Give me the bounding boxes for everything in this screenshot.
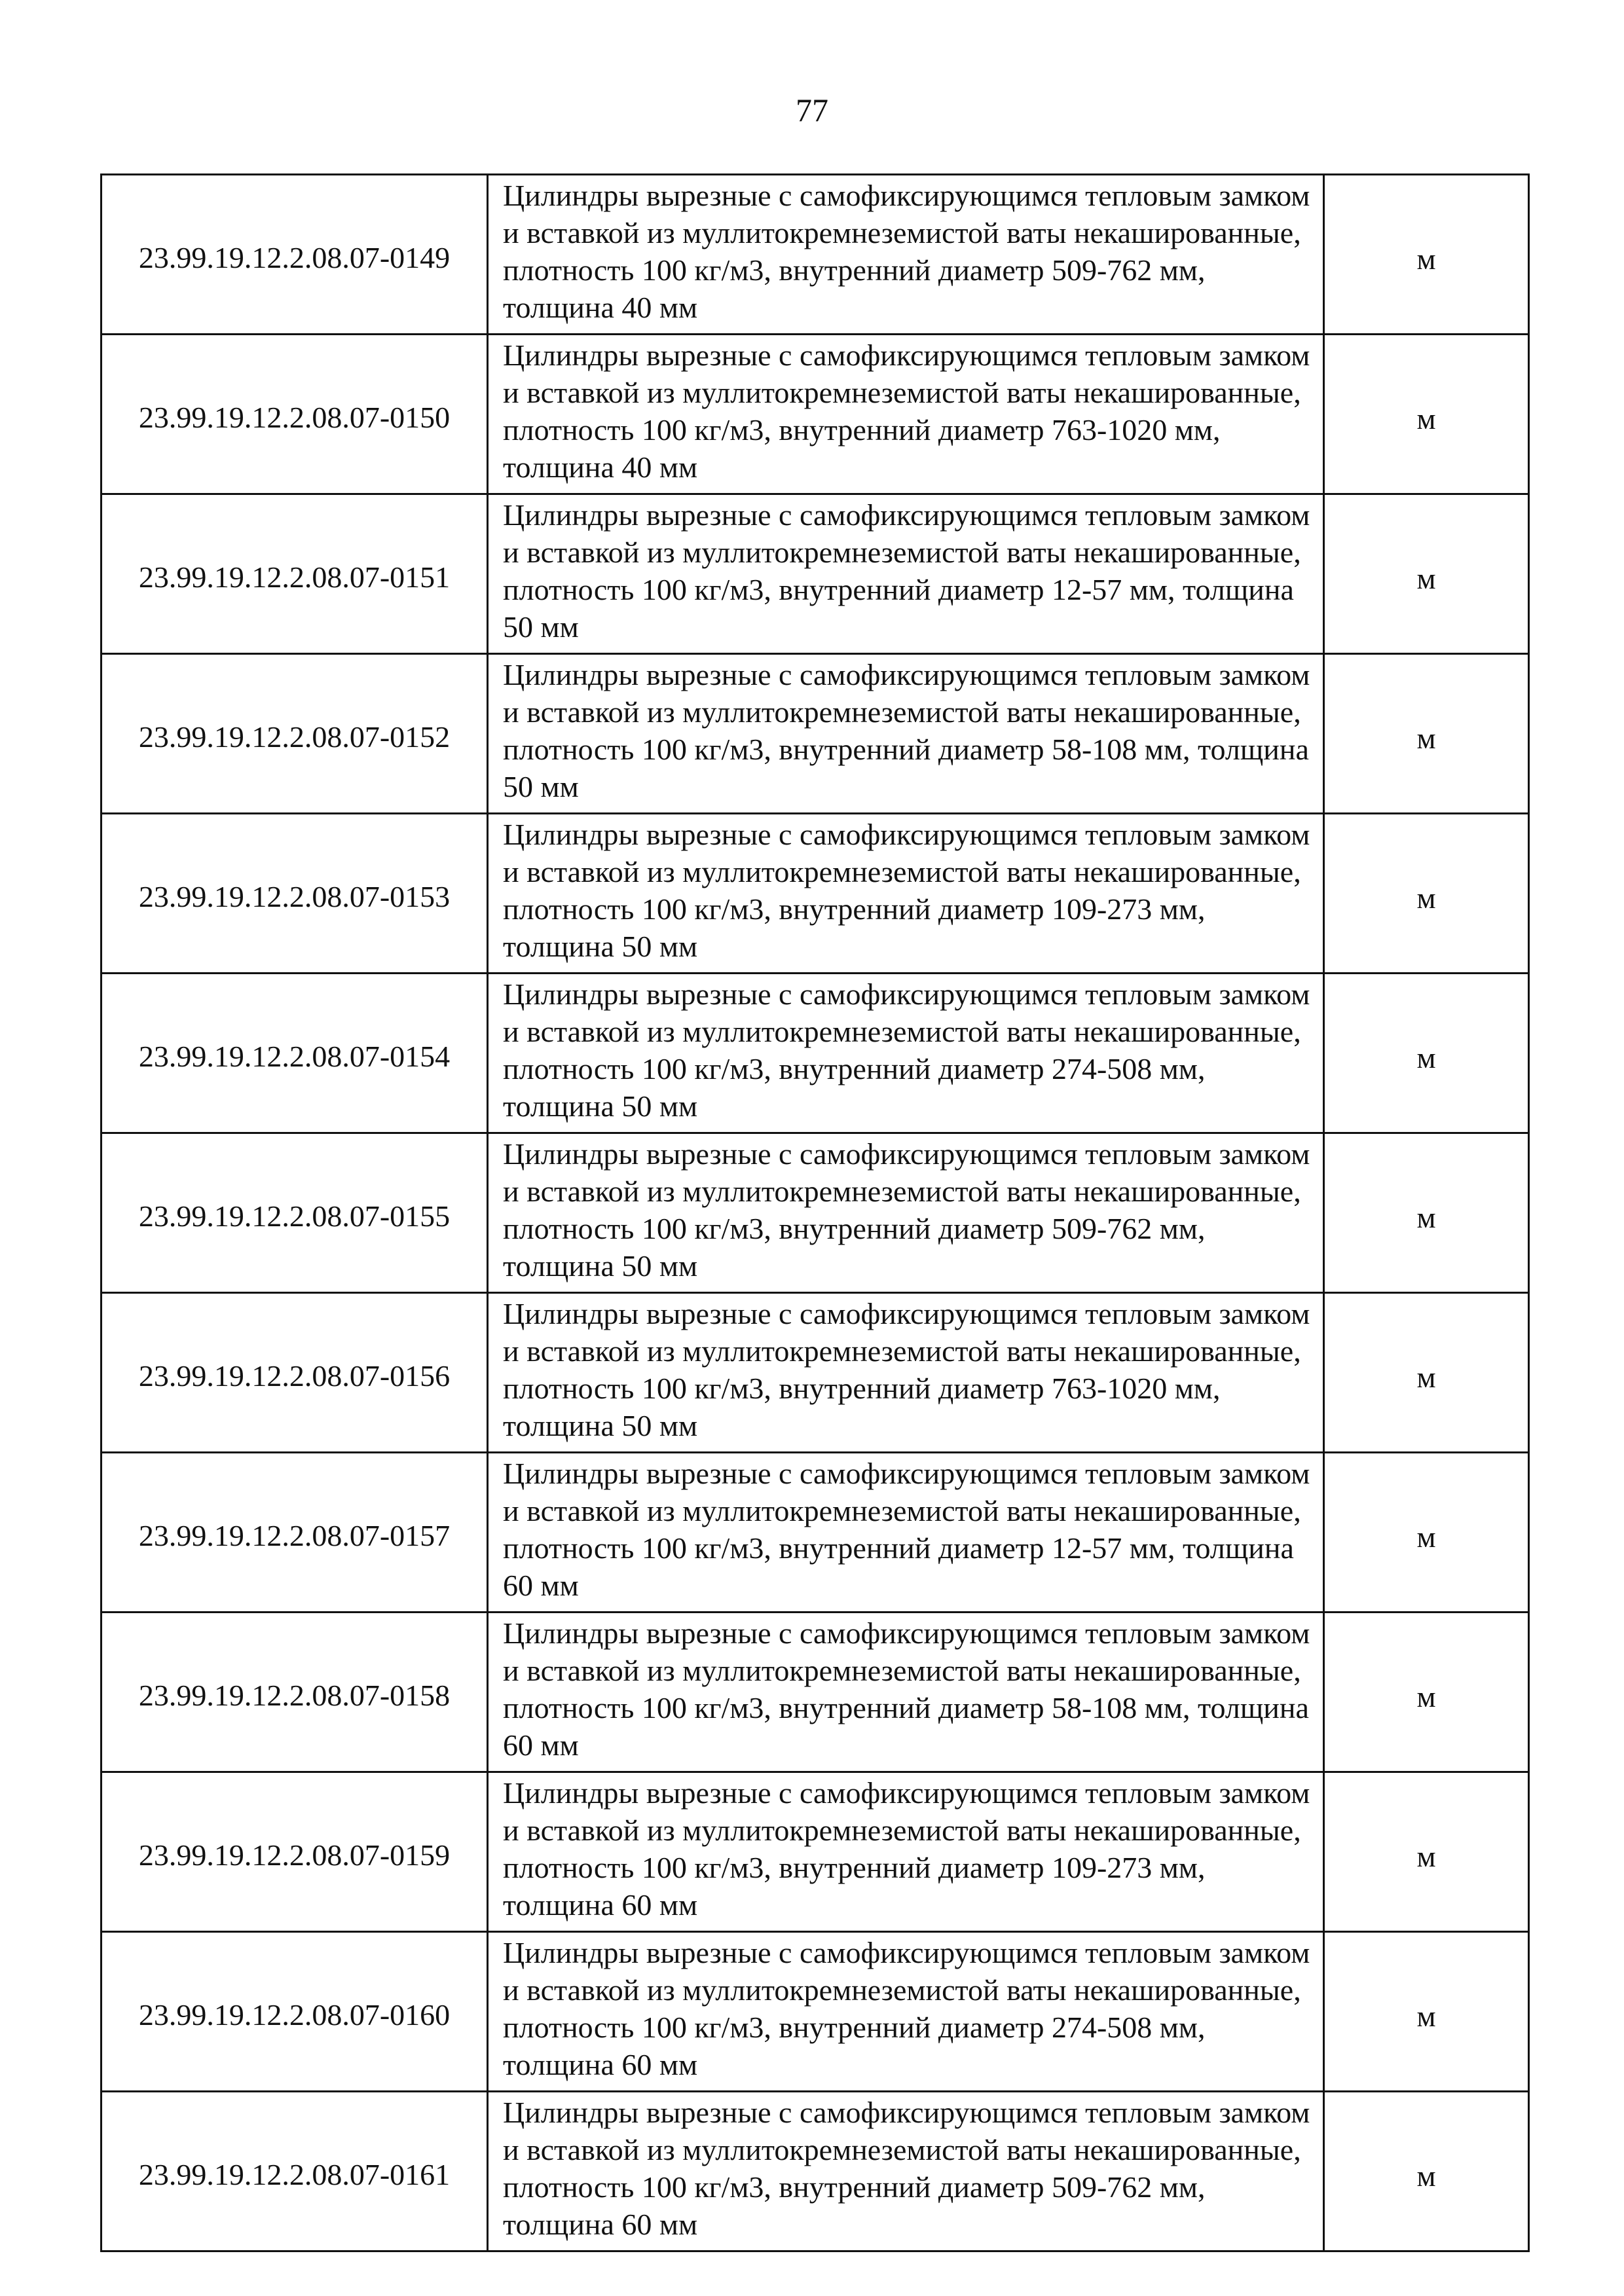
table-row: [101, 494, 1529, 654]
resource-code: 23.99.19.12.2.08.07-0160: [101, 1932, 488, 2092]
resource-code: 23.99.19.12.2.08.07-0155: [101, 1133, 488, 1293]
table-row: [101, 1453, 1529, 1613]
unit-of-measure: м: [1324, 1293, 1529, 1453]
unit-of-measure: м: [1324, 1453, 1529, 1613]
resource-code: 23.99.19.12.2.08.07-0159: [101, 1772, 488, 1932]
table-row: [101, 1932, 1529, 2092]
resource-code: 23.99.19.12.2.08.07-0150: [101, 335, 488, 494]
table-row: [101, 175, 1529, 335]
resource-name: Цилиндры вырезные с самофиксирующимся тепловым замком и вставкой из муллитокремнеземистой ваты некашированные, плотность 100 кг/м3, внутренний диаметр 274-508 мм, толщина 50 мм: [488, 974, 1324, 1133]
unit-of-measure: м: [1324, 335, 1529, 494]
table-row: [101, 1613, 1529, 1772]
resource-code: 23.99.19.12.2.08.07-0156: [101, 1293, 488, 1453]
unit-of-measure: м: [1324, 494, 1529, 654]
resource-code: 23.99.19.12.2.08.07-0158: [101, 1613, 488, 1772]
resource-name: Цилиндры вырезные с самофиксирующимся тепловым замком и вставкой из муллитокремнеземистой ваты некашированные, плотность 100 кг/м3, внутренний диаметр 509-762 мм, толщина 40 мм: [488, 175, 1324, 335]
unit-of-measure: м: [1324, 2092, 1529, 2251]
unit-of-measure: м: [1324, 654, 1529, 814]
unit-of-measure: м: [1324, 1932, 1529, 2092]
resource-code: 23.99.19.12.2.08.07-0152: [101, 654, 488, 814]
resource-code: 23.99.19.12.2.08.07-0157: [101, 1453, 488, 1613]
resource-name: Цилиндры вырезные с самофиксирующимся тепловым замком и вставкой из муллитокремнеземистой ваты некашированные, плотность 100 кг/м3, внутренний диаметр 274-508 мм, толщина 60 мм: [488, 1932, 1324, 2092]
table-row: [101, 335, 1529, 494]
resource-name: Цилиндры вырезные с самофиксирующимся тепловым замком и вставкой из муллитокремнеземистой ваты некашированные, плотность 100 кг/м3, внутренний диаметр 12-57 мм, толщина 60 мм: [488, 1453, 1324, 1613]
resource-code: 23.99.19.12.2.08.07-0149: [101, 175, 488, 335]
unit-of-measure: м: [1324, 814, 1529, 974]
page-number: 77: [796, 92, 828, 128]
unit-of-measure: м: [1324, 1133, 1529, 1293]
resource-name: Цилиндры вырезные с самофиксирующимся тепловым замком и вставкой из муллитокремнеземистой ваты некашированные, плотность 100 кг/м3, внутренний диаметр 763-1020 мм, толщина 40 мм: [488, 335, 1324, 494]
unit-of-measure: м: [1324, 175, 1529, 335]
resource-name: Цилиндры вырезные с самофиксирующимся тепловым замком и вставкой из муллитокремнеземистой ваты некашированные, плотность 100 кг/м3, внутренний диаметр 58-108 мм, толщина 60 мм: [488, 1613, 1324, 1772]
resource-classifier-table: [100, 173, 1530, 2252]
resource-code: 23.99.19.12.2.08.07-0153: [101, 814, 488, 974]
resource-code: 23.99.19.12.2.08.07-0154: [101, 974, 488, 1133]
resource-name: Цилиндры вырезные с самофиксирующимся тепловым замком и вставкой из муллитокремнеземистой ваты некашированные, плотность 100 кг/м3, внутренний диаметр 763-1020 мм, толщина 50 мм: [488, 1293, 1324, 1453]
unit-of-measure: м: [1324, 1772, 1529, 1932]
resource-name: Цилиндры вырезные с самофиксирующимся тепловым замком и вставкой из муллитокремнеземистой ваты некашированные, плотность 100 кг/м3, внутренний диаметр 109-273 мм, толщина 60 мм: [488, 1772, 1324, 1932]
table-row: [101, 2092, 1529, 2251]
resource-name: Цилиндры вырезные с самофиксирующимся тепловым замком и вставкой из муллитокремнеземистой ваты некашированные, плотность 100 кг/м3, внутренний диаметр 109-273 мм, толщина 50 мм: [488, 814, 1324, 974]
resource-name: Цилиндры вырезные с самофиксирующимся тепловым замком и вставкой из муллитокремнеземистой ваты некашированные, плотность 100 кг/м3, внутренний диаметр 58-108 мм, толщина 50 мм: [488, 654, 1324, 814]
table-row: [101, 1772, 1529, 1932]
table-body: [101, 175, 1529, 2251]
resource-code: 23.99.19.12.2.08.07-0161: [101, 2092, 488, 2251]
unit-of-measure: м: [1324, 1613, 1529, 1772]
table-row: [101, 654, 1529, 814]
resource-code: 23.99.19.12.2.08.07-0151: [101, 494, 488, 654]
table-row: [101, 1293, 1529, 1453]
table-row: [101, 974, 1529, 1133]
resource-name: Цилиндры вырезные с самофиксирующимся тепловым замком и вставкой из муллитокремнеземистой ваты некашированные, плотность 100 кг/м3, внутренний диаметр 509-762 мм, толщина 50 мм: [488, 1133, 1324, 1293]
table-row: [101, 1133, 1529, 1293]
resource-name: Цилиндры вырезные с самофиксирующимся тепловым замком и вставкой из муллитокремнеземистой ваты некашированные, плотность 100 кг/м3, внутренний диаметр 12-57 мм, толщина 50 мм: [488, 494, 1324, 654]
resource-name: Цилиндры вырезные с самофиксирующимся тепловым замком и вставкой из муллитокремнеземистой ваты некашированные, плотность 100 кг/м3, внутренний диаметр 509-762 мм, толщина 60 мм: [488, 2092, 1324, 2251]
unit-of-measure: м: [1324, 974, 1529, 1133]
table-row: [101, 814, 1529, 974]
